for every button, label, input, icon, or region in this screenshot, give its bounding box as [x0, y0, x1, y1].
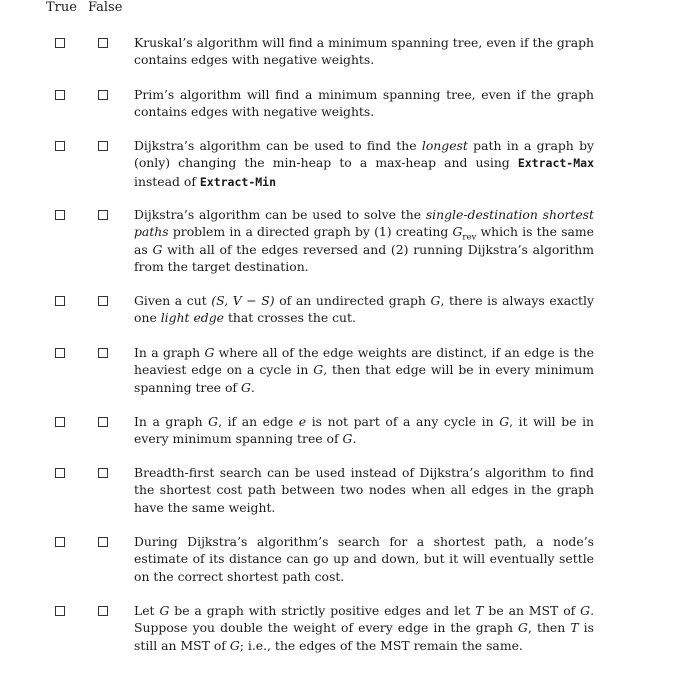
- false-column-header: False: [88, 0, 123, 15]
- question-text-q9: During Dijkstra’s algorithm’s search for a shortest path, a node’s estimate of its distance can go up and down, but it will eventually settle on the correct shortest path cost.: [134, 534, 594, 584]
- true-checkbox-q2[interactable]: [55, 90, 65, 100]
- true-checkbox-q7[interactable]: [55, 417, 65, 427]
- true-checkbox-q5[interactable]: [55, 296, 65, 306]
- false-checkbox-q9[interactable]: [98, 537, 108, 547]
- true-checkbox-q3[interactable]: [55, 141, 65, 151]
- question-text-q3: Dijkstra’s algorithm can be used to find the longest path in a graph by (only) changing the min-heap to a max-heap and using Extract-Max instead of Extract-Min: [134, 138, 594, 189]
- true-checkbox-q8[interactable]: [55, 468, 65, 478]
- question-text-q1: Kruskal’s algorithm will find a minimum spanning tree, even if the graph contains edges with negative weights.: [134, 35, 594, 68]
- question-text-q8: Breadth-first search can be used instead of Dijkstra’s algorithm to find the shortest cost path between two nodes when all edges in the graph have the same weight.: [134, 465, 594, 515]
- true-checkbox-q6[interactable]: [55, 348, 65, 358]
- true-checkbox-q4[interactable]: [55, 210, 65, 220]
- false-checkbox-q3[interactable]: [98, 141, 108, 151]
- question-text-q10: Let G be a graph with strictly positive edges and let T be an MST of G. Suppose you double the weight of every edge in the graph G, then T is still an MST of G; i.e., the edges of the MST remain the same.: [134, 603, 595, 653]
- true-column-header: True: [46, 0, 77, 15]
- question-text-q5: Given a cut (S, V − S) of an undirected graph G, there is always exactly one light edge that crosses the cut.: [134, 293, 594, 326]
- false-checkbox-q10[interactable]: [98, 606, 108, 616]
- answer-key-header: [0, 0, 682, 20]
- question-text-q6: In a graph G where all of the edge weights are distinct, if an edge is the heaviest edge on a cycle in G, then that edge will be in every minimum spanning tree of G.: [134, 345, 594, 395]
- false-checkbox-q4[interactable]: [98, 210, 108, 220]
- false-checkbox-q2[interactable]: [98, 90, 108, 100]
- true-checkbox-q9[interactable]: [55, 537, 65, 547]
- true-checkbox-q1[interactable]: [55, 38, 65, 48]
- false-checkbox-q7[interactable]: [98, 417, 108, 427]
- question-text-q7: In a graph G, if an edge e is not part of a any cycle in G, it will be in every minimum spanning tree of G.: [134, 414, 595, 447]
- question-text-q2: Prim’s algorithm will find a minimum spanning tree, even if the graph contains edges with negative weights.: [134, 87, 594, 120]
- false-checkbox-q6[interactable]: [98, 348, 108, 358]
- false-checkbox-q5[interactable]: [98, 296, 108, 306]
- false-checkbox-q1[interactable]: [98, 38, 108, 48]
- question-text-q4: Dijkstra’s algorithm can be used to solve the single-destination shortest paths problem in a directed graph by (1) creating $G_{rev}$ which is the same as G with all of the edges reversed and (2) running Dijkstra’s algorithm from the target destination.: [134, 207, 594, 275]
- false-checkbox-q8[interactable]: [98, 468, 108, 478]
- true-checkbox-q10[interactable]: [55, 606, 65, 616]
